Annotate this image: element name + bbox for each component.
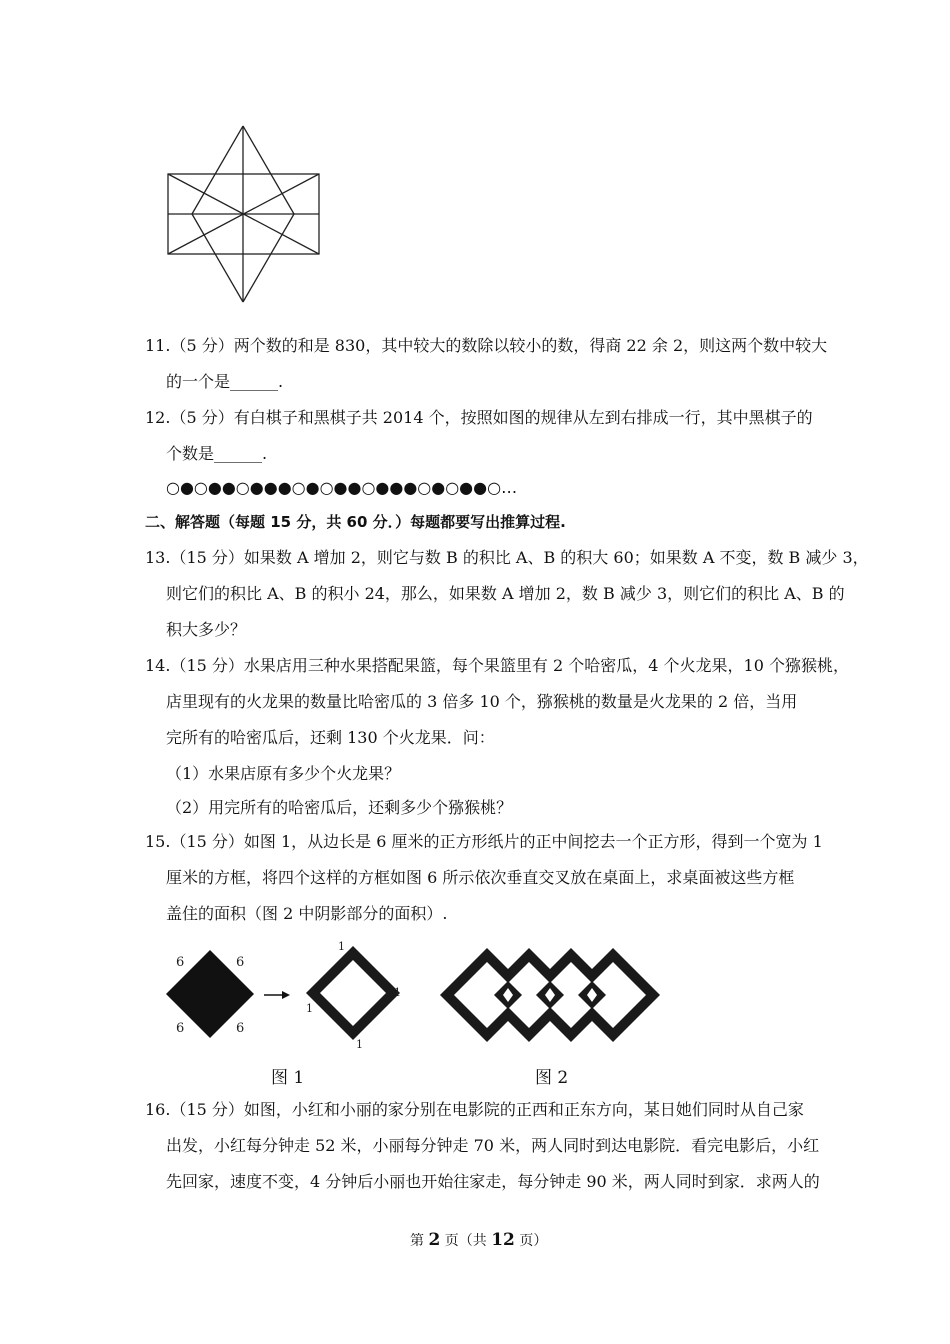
width-label-left: 1 <box>306 1002 313 1015</box>
q14-sub1: （1）水果店原有多少个火龙果？ <box>166 764 401 783</box>
q11-line1: 11.（5 分）两个数的和是 830，其中较大的数除以较小的数，得商 22 余 2，则这两个数中较大 <box>145 336 828 355</box>
width-label-bottom: 1 <box>356 1038 363 1051</box>
q14-sub2: （2）用完所有的哈密瓜后，还剩多少个猕猴桃？ <box>166 798 513 817</box>
footer-post: 页） <box>514 1233 548 1249</box>
side-label-tr: 6 <box>236 955 245 970</box>
q13-line3: 积大多少？ <box>166 620 247 639</box>
q14-line1: 14.（15 分）水果店用三种水果搭配果篮，每个果篮里有 2 个哈密瓜，4 个火龙果，10 个猕猴桃， <box>145 656 849 675</box>
star-rectangle-figure <box>160 122 330 307</box>
section-heading: 二、解答题（每题 15 分，共 60 分．）每题都要写出推算过程. <box>145 513 566 531</box>
q13-line1: 13.（15 分）如果数 A 增加 2，则它与数 B 的积比 A、B 的积大 60；如果数 A 不变，数 B 减少 3， <box>145 548 869 567</box>
page-footer <box>410 1230 547 1250</box>
q12-line2: 个数是______. <box>166 444 268 463</box>
footer-mid: 页（共 <box>440 1233 492 1249</box>
side-label-br: 6 <box>236 1021 245 1036</box>
q13-line2: 则它们的积比 A、B 的积小 24，那么，如果数 A 增加 2，数 B 减少 3，则它们的积比 A、B 的 <box>166 584 845 603</box>
q16-line1: 16.（15 分）如图，小红和小丽的家分别在电影院的正西和正东方向，某日她们同时从自己家 <box>145 1100 804 1119</box>
figure2-label: 图 2 <box>535 1068 569 1088</box>
side-label-bl: 6 <box>176 1021 185 1036</box>
chess-piece-sequence: ○●○●●○●●●○●○●●○●●●○●○●●○… <box>166 478 518 497</box>
q14-line3: 完所有的哈密瓜后，还剩 130 个火龙果．问： <box>166 728 495 747</box>
figure1-solid-square <box>160 942 270 1052</box>
figure1-frame <box>296 936 412 1052</box>
arrow-icon <box>262 988 292 1002</box>
q15-line1: 15.（15 分）如图 1，从边长是 6 厘米的正方形纸片的正中间挖去一个正方形，得到一个宽为 1 <box>145 832 823 851</box>
figure2-interlocking-frames <box>440 944 664 1048</box>
q16-line2: 出发，小红每分钟走 52 米，小丽每分钟走 70 米，两人同时到达电影院．看完电影后，小红 <box>166 1136 820 1155</box>
q14-line2: 店里现有的火龙果的数量比哈密瓜的 3 倍多 10 个，猕猴桃的数量是火龙果的 2 倍，当用 <box>166 692 798 711</box>
page-number: 2 <box>428 1230 441 1250</box>
width-label-right: 1 <box>394 986 401 999</box>
q15-line2: 厘米的方框，将四个这样的方框如图 6 所示依次垂直交叉放在桌面上，求桌面被这些方框 <box>166 868 795 887</box>
q11-line2: 的一个是______. <box>166 372 284 391</box>
width-label-top: 1 <box>338 940 345 953</box>
q12-line1: 12.（5 分）有白棋子和黑棋子共 2014 个，按照如图的规律从左到右排成一行，其中黑棋子的 <box>145 408 813 427</box>
q16-line3: 先回家，速度不变，4 分钟后小丽也开始往家走，每分钟走 90 米，两人同时到家．求两人的 <box>166 1172 820 1191</box>
figure1-label: 图 1 <box>271 1068 305 1088</box>
q15-line3: 盖住的面积（图 2 中阴影部分的面积）. <box>166 904 448 923</box>
side-label-tl: 6 <box>176 955 185 970</box>
footer-pre: 第 <box>410 1233 429 1249</box>
total-pages: 12 <box>491 1230 515 1250</box>
